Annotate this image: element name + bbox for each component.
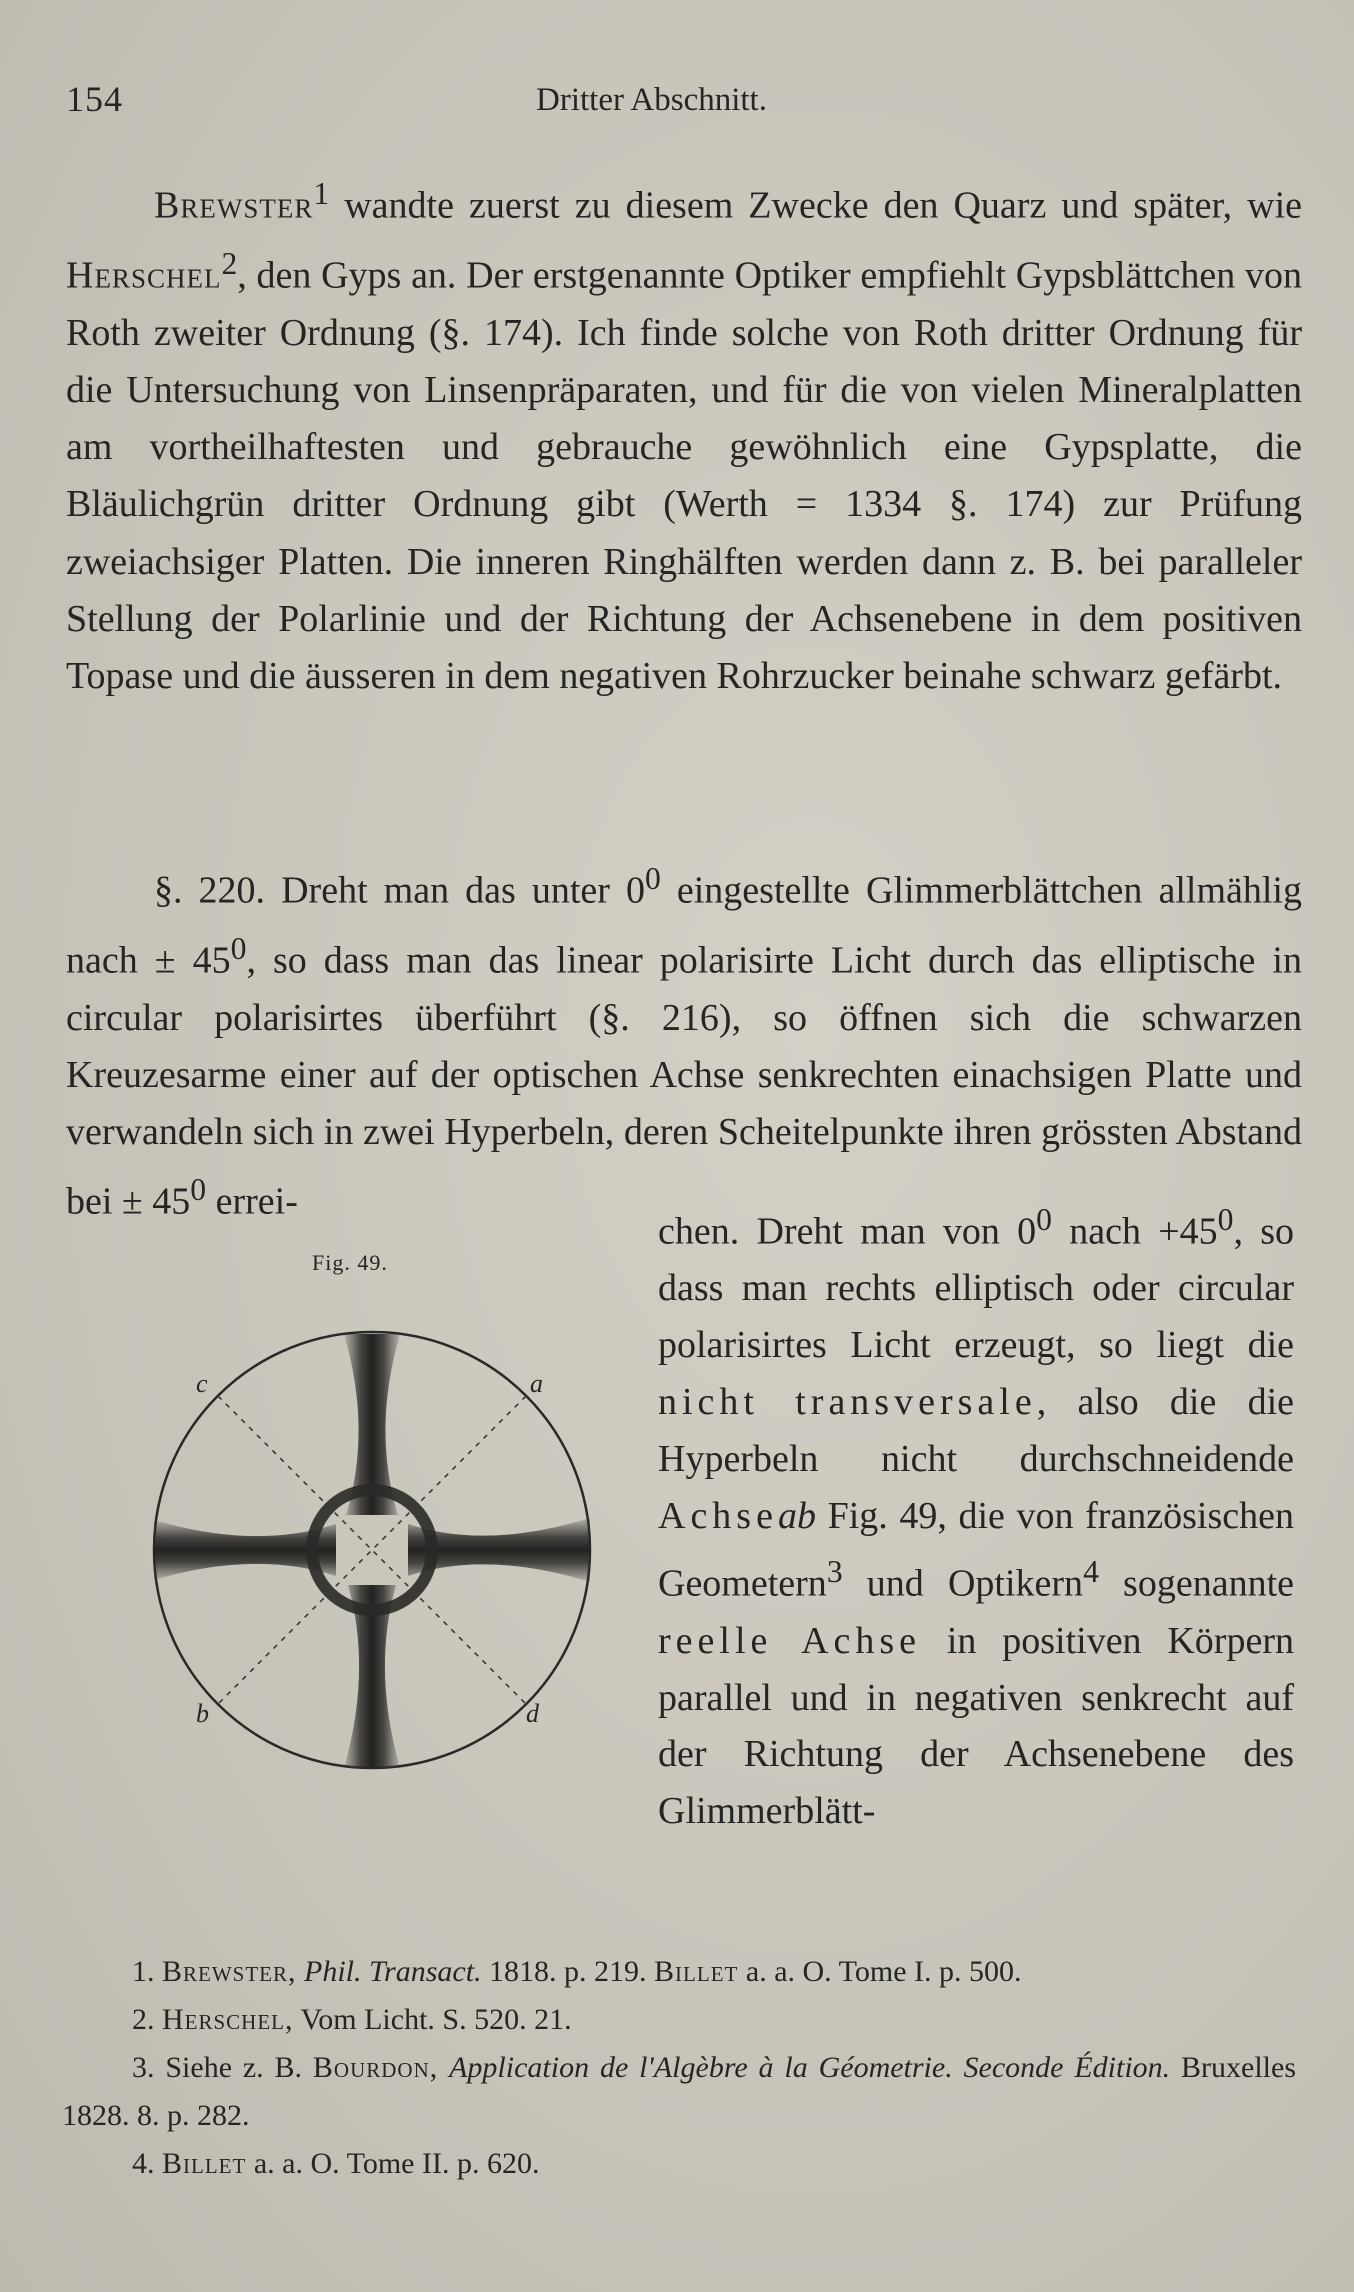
label-d: d bbox=[526, 1699, 539, 1728]
footnote-ref: 4 bbox=[1083, 1554, 1099, 1590]
text-run: Bruxelles 1828. 8. p. 282. bbox=[62, 2051, 1297, 2132]
text-run: , den Gyps an. Der erstgenannte Optiker empfiehlt Gypsblättchen von Roth zweiter Ordnung (§. 174). Ich finde solche von Roth dritter Ordnung für die Untersuchung von Linsenpräparaten, und für die von vielen Mineralplatten am vortheilhaftesten und gebrauche gewöhnlich eine Gypsplatte, die Bläulichgrün dritter Ordnung gibt (Werth = 1334 §. 174) zur Prüfung zweiachsiger Platten. Die inneren Ringhälften werden dann z. B. bei paralleler Stellung der Polarlinie und der Richtung der Achsenebene in dem positiven Topase und die äusseren in dem negativen Rohrzucker beinahe schwarz gefärbt. bbox=[66, 254, 1302, 697]
degree-mark: 0 bbox=[1217, 1202, 1234, 1237]
text-run: chen. Dreht man von 0 bbox=[658, 1210, 1037, 1253]
spaced-emphasis: nicht transversale bbox=[658, 1381, 1037, 1424]
footnote-ref: 2 bbox=[221, 245, 238, 281]
author-name: Bourdon, bbox=[312, 2051, 439, 2084]
text-run: 1818. p. 219. bbox=[481, 1955, 655, 1988]
text-run: Siehe z. B. bbox=[165, 2051, 313, 2084]
paragraph-brewster bbox=[66, 165, 1302, 705]
degree-mark: 0 bbox=[644, 861, 661, 896]
spaced-emphasis: reelle Achse bbox=[658, 1619, 922, 1662]
author-name: Billet bbox=[162, 2147, 247, 2180]
text-run: wandte zuerst zu diesem Zwecke den Quarz und später, wie bbox=[329, 184, 1302, 227]
figure-49 bbox=[136, 1310, 606, 1790]
text-run: , so dass man das linear polarisirte Licht durch das elliptische in circular polarisirtes überführt (§. 216), so öffnen sich die schwarzen Kreuzesarme einer auf der optischen Achse senkrechten einachsigen Platte und verwandeln sich in zwei Hyperbeln, deren Scheitelpunkte ihren grössten Abstand bei ± 45 bbox=[66, 939, 1302, 1223]
page-number: 154 bbox=[66, 79, 123, 119]
label-c: c bbox=[196, 1369, 208, 1398]
text-run: in positiven Körpern parallel und in negativen senkrecht auf der Richtung der Achsenebene des Glimmerblätt- bbox=[658, 1619, 1294, 1833]
footnote-number: 2. bbox=[132, 2003, 155, 2036]
footnote-2 bbox=[62, 1996, 1296, 2044]
work-title: Phil. Transact. bbox=[304, 1955, 482, 1988]
page-header bbox=[66, 78, 1294, 128]
text-run: a. a. O. Tome I. p. 500. bbox=[738, 1955, 1022, 1988]
footnotes bbox=[62, 1948, 1296, 2188]
text-run: errei- bbox=[206, 1180, 298, 1223]
degree-mark: 0 bbox=[1036, 1202, 1052, 1237]
spaced-emphasis: Achse bbox=[658, 1494, 778, 1537]
text-run: eingestellte Glimmerblättchen allmählig nach ± 45 bbox=[66, 869, 1302, 982]
author-name: Herschel, bbox=[162, 2003, 294, 2036]
text-run: sogenannte bbox=[1098, 1563, 1295, 1606]
author-name: Herschel bbox=[66, 254, 222, 297]
right-column-text bbox=[658, 1192, 1294, 1840]
hyperbola-figure bbox=[136, 1310, 606, 1790]
running-title: Dritter Abschnitt. bbox=[536, 82, 767, 118]
paragraph-section-220 bbox=[66, 850, 1302, 1231]
text-run: , so dass man rechts elliptisch oder circular polarisirtes Licht erzeugt, so liegt die bbox=[658, 1210, 1294, 1367]
label-a: a bbox=[530, 1369, 543, 1398]
axis-label: ab bbox=[777, 1494, 816, 1537]
footnote-ref: 3 bbox=[826, 1554, 843, 1590]
degree-mark: 0 bbox=[190, 1172, 207, 1208]
footnote-1 bbox=[62, 1948, 1296, 1996]
text-run: Vom Licht. S. 520. 21. bbox=[293, 2003, 572, 2036]
text-run: Fig. 49, die von französischen Geometern bbox=[658, 1494, 1294, 1606]
footnote-4 bbox=[62, 2140, 1296, 2188]
text-run: , also die die Hyperbeln nicht durchschneidende bbox=[658, 1381, 1295, 1480]
figure-caption: Fig. 49. bbox=[312, 1250, 388, 1275]
footnote-number: 1. bbox=[132, 1955, 155, 1988]
footnote-3 bbox=[62, 2044, 1296, 2140]
text-run: und Optikern bbox=[842, 1563, 1084, 1606]
author-name: Billet bbox=[654, 1955, 739, 1988]
work-title: Application de l'Algèbre à la Géometrie. Seconde Édition. bbox=[449, 2051, 1171, 2084]
text-run: nach +45 bbox=[1051, 1210, 1218, 1253]
text-run: §. 220. Dreht man das unter 0 bbox=[154, 869, 645, 912]
label-b: b bbox=[196, 1699, 209, 1728]
degree-mark: 0 bbox=[230, 930, 247, 966]
text-run: a. a. O. Tome II. p. 620. bbox=[246, 2147, 540, 2180]
footnote-ref: 1 bbox=[313, 176, 330, 211]
author-name: Brewster bbox=[154, 184, 314, 227]
footnote-number: 3. bbox=[132, 2051, 155, 2084]
footnote-number: 4. bbox=[132, 2147, 155, 2180]
author-name: Brewster, bbox=[162, 1955, 297, 1988]
